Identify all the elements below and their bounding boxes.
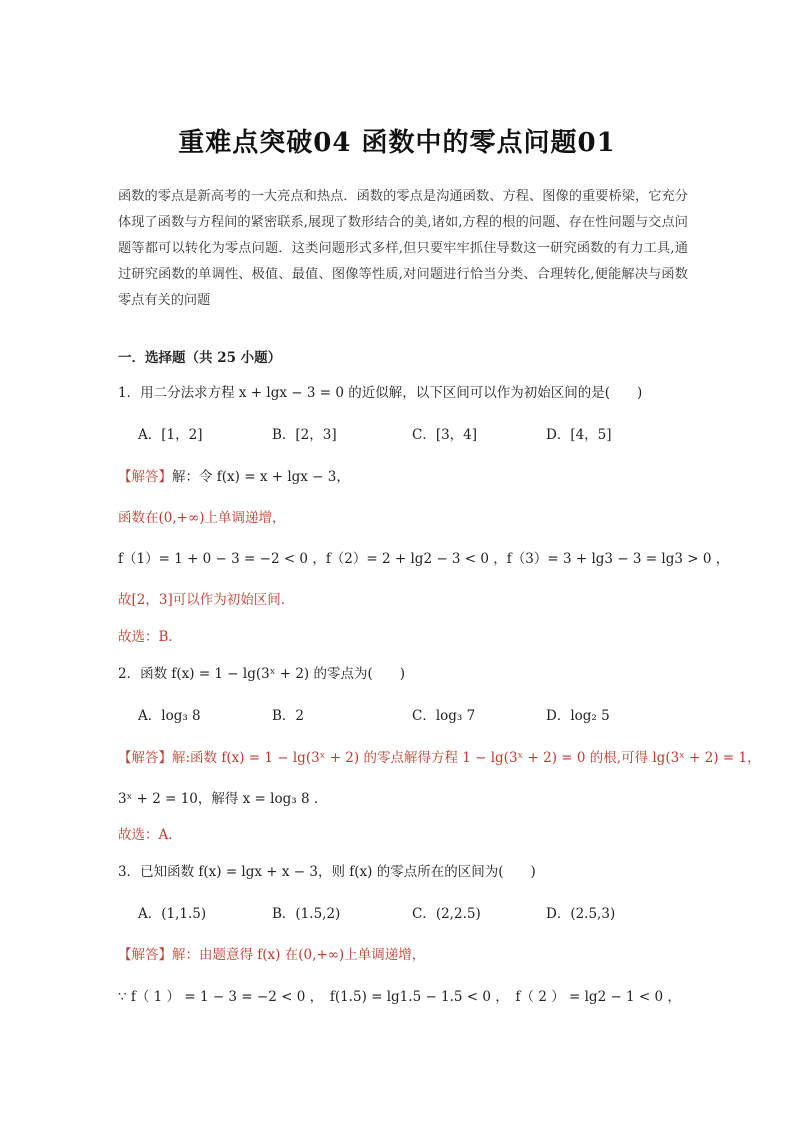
q3-option-d: D．(2.5,3) <box>546 906 616 922</box>
q2-option-d: D．log₂ 5 <box>546 708 610 724</box>
question-1-stem: 1．用二分法求方程 x + lgx − 3 = 0 的近似解，以下区间可以作为初始区间的是( ) <box>118 385 643 401</box>
q1-answer <box>118 465 350 485</box>
q2-answer <box>118 746 761 766</box>
answer-tag: 【解答】 <box>118 469 172 485</box>
q3-option-b: B．(1.5,2) <box>272 906 341 922</box>
q1-option-d: D．[4，5] <box>546 427 612 443</box>
q2-answer-line2: 3ˣ + 2 = 10，解得 x = log₃ 8 ． <box>118 791 328 807</box>
q1-answer-line3: f（1）= 1 + 0 − 3 = −2 < 0 ，f（2）= 2 + lg2 − 3 < 0 ，f（3）= 3 + lg3 − 3 = lg3 > 0 ， <box>118 551 730 567</box>
q2-option-b: B．2 <box>272 708 305 724</box>
q2-choice: 故选：A． <box>118 827 182 843</box>
section-heading: 一．选择题（共 25 小题） <box>118 350 282 366</box>
answer-tag: 【解答】 <box>118 750 172 766</box>
q2-option-c: C．log₃ 7 <box>412 708 476 724</box>
q1-answer-line2: 函数在(0,+∞)上单调递增， <box>118 510 286 526</box>
question-2-stem: 2．函数 f(x) = 1 − lg(3ˣ + 2) 的零点为( ) <box>118 666 406 682</box>
q1-answer-line4: 故[2，3]可以作为初始区间． <box>118 592 295 608</box>
q3-option-a: A．(1,1.5) <box>138 906 207 922</box>
answer-tag: 【解答】 <box>118 947 172 963</box>
answer-text: 解:函数 f(x) = 1 − lg(3ˣ + 2) 的零点解得方程 1 − lg(3ˣ + 2) = 0 的根,可得 lg(3ˣ + 2) = 1， <box>172 750 761 766</box>
q1-option-b: B．[2，3] <box>272 427 337 443</box>
answer-text: 解：令 f(x) = x + lgx − 3， <box>172 469 350 485</box>
answer-text: 解：由题意得 f(x) 在(0,+∞)上单调递增， <box>172 947 426 963</box>
q1-option-a: A．[1，2] <box>138 427 203 443</box>
page-title: 重难点突破04 函数中的零点问题01 <box>178 128 616 158</box>
intro-paragraph: 函数的零点是新高考的一大亮点和热点．函数的零点是沟通函数、方程、图像的重要桥梁，它充分体现了函数与方程间的紧密联系,展现了数形结合的美,诸如,方程的根的问题、存在性问题与交点问题等都可以转化为零点问题．这类问题形式多样,但只要牢牢抓住导数这一研究函数的有力工具,通过研究函数的单调性、极值、最值、图像等性质,对问题进行恰当分类、合理转化,便能解决与函数零点有关的问题 <box>118 189 688 308</box>
q3-answer-line2: ∵ f（ 1 ） = 1 − 3 = −2 < 0 ， f(1.5) = lg1.5 − 1.5 < 0 ， f（ 2 ） = lg2 − 1 < 0 ， <box>118 989 681 1005</box>
q3-option-c: C．(2,2.5) <box>412 906 481 922</box>
q3-answer <box>118 943 425 963</box>
q1-option-c: C．[3，4] <box>412 427 478 443</box>
q2-option-a: A．log₃ 8 <box>138 708 201 724</box>
question-3-stem: 3．已知函数 f(x) = lgx + x − 3，则 f(x) 的零点所在的区间为( ) <box>118 864 536 880</box>
q1-choice: 故选：B． <box>118 629 182 645</box>
